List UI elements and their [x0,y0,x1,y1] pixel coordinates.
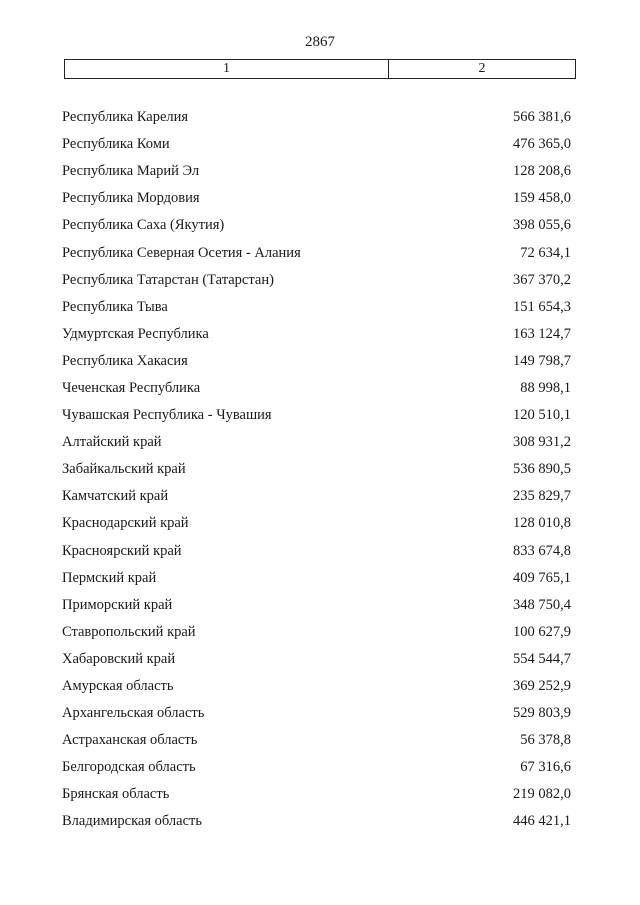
region-name: Владимирская область [62,813,202,830]
region-name: Республика Карелия [62,109,189,126]
region-value: 128 010,8 [513,515,571,532]
region-name: Камчатский край [62,488,169,505]
region-name: Республика Хакасия [62,352,188,369]
region-name: Республика Коми [62,136,170,153]
region-value: 128 208,6 [513,163,571,180]
region-value: 566 381,6 [513,109,571,126]
region-name: Пермский край [62,569,157,586]
region-name: Республика Татарстан (Татарстан) [62,271,274,288]
table-row [62,781,580,808]
table-row [62,565,580,592]
region-name: Чеченская Республика [62,379,201,396]
region-value: 348 750,4 [513,596,571,613]
table-row [62,104,580,131]
region-value: 409 765,1 [513,569,571,586]
region-value: 163 124,7 [513,325,571,342]
region-value: 369 252,9 [513,678,571,695]
region-name: Хабаровский край [62,650,176,667]
region-name: Республика Тыва [62,298,168,315]
region-value: 446 421,1 [513,813,571,830]
table-row [62,239,580,266]
table-row [62,267,580,294]
region-name: Республика Мордовия [62,190,200,207]
table-row [62,429,580,456]
region-value: 219 082,0 [513,786,571,803]
table-row [62,321,580,348]
region-value: 149 798,7 [513,352,571,369]
region-value: 100 627,9 [513,623,571,640]
region-name: Республика Северная Осетия - Алания [62,244,301,261]
region-name: Республика Марий Эл [62,163,200,180]
table-row [62,592,580,619]
region-value: 120 510,1 [513,407,571,424]
column-header [64,59,576,79]
table-row [62,673,580,700]
table-row [62,185,580,212]
region-value: 151 654,3 [513,298,571,315]
region-value: 56 378,8 [520,732,571,749]
region-value: 235 829,7 [513,488,571,505]
region-value: 529 803,9 [513,705,571,722]
table-row [62,700,580,727]
region-value: 88 998,1 [520,379,571,396]
region-value: 67 316,6 [520,759,571,776]
region-value: 367 370,2 [513,271,571,288]
table-row [62,808,580,835]
region-name: Амурская область [62,678,174,695]
table-row [62,402,580,429]
region-value: 308 931,2 [513,434,571,451]
table-body [62,104,580,836]
region-name: Брянская область [62,786,170,803]
region-value: 833 674,8 [513,542,571,559]
region-value: 72 634,1 [520,244,571,261]
table-row [62,131,580,158]
region-name: Красноярский край [62,542,182,559]
region-name: Чувашская Республика - Чувашия [62,407,272,424]
column-header-2: 2 [478,61,486,76]
region-value: 554 544,7 [513,650,571,667]
region-value: 398 055,6 [513,217,571,234]
region-name: Забайкальский край [62,461,186,478]
region-name: Удмуртская Республика [62,325,209,342]
region-name: Архангельская область [62,705,205,722]
table-row [62,510,580,537]
table-row [62,375,580,402]
region-name: Белгородская область [62,759,196,776]
region-value: 476 365,0 [513,136,571,153]
table-row [62,727,580,754]
region-name: Приморский край [62,596,173,613]
table-row [62,456,580,483]
region-name: Краснодарский край [62,515,189,532]
region-name: Республика Саха (Якутия) [62,217,225,234]
table-row [62,538,580,565]
region-name: Алтайский край [62,434,162,451]
table-row [62,646,580,673]
region-name: Астраханская область [62,732,198,749]
table-row [62,158,580,185]
region-name: Ставропольский край [62,623,196,640]
table-row [62,483,580,510]
page-number: 2867 [305,34,335,50]
table-row [62,619,580,646]
table-row [62,754,580,781]
table-row [62,294,580,321]
table-row [62,348,580,375]
region-value: 536 890,5 [513,461,571,478]
region-value: 159 458,0 [513,190,571,207]
table-row [62,212,580,239]
column-header-1: 1 [65,60,389,78]
